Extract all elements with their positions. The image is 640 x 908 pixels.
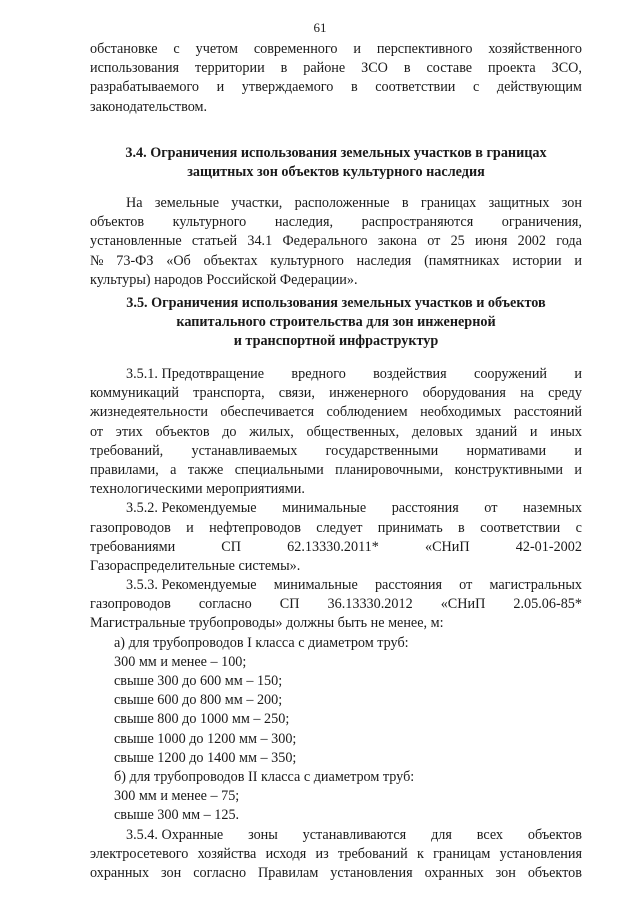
- word: культурного: [270, 252, 344, 269]
- word: соблюдением: [326, 404, 408, 421]
- word: среду: [548, 385, 582, 402]
- word: требований,: [90, 442, 164, 459]
- text-line: [90, 423, 582, 442]
- text-line: [90, 538, 582, 557]
- word: также: [187, 461, 224, 478]
- text-line: [90, 461, 582, 480]
- word: установления: [499, 845, 582, 862]
- word: и: [574, 461, 582, 478]
- word: в: [458, 519, 465, 536]
- word: этих: [115, 423, 143, 440]
- word: установления: [330, 864, 413, 881]
- word: следует: [316, 519, 363, 536]
- section-3-4-heading: [90, 144, 582, 182]
- text-line: [90, 213, 582, 232]
- word: соответствии: [480, 519, 561, 536]
- word: согласно: [193, 864, 247, 881]
- section-3-5-heading: [90, 294, 582, 352]
- word: и: [574, 442, 582, 459]
- word: объектов: [155, 423, 210, 440]
- word: ограничения,: [501, 214, 582, 231]
- text-line: культуры) народов Российской Федерации».: [90, 271, 358, 288]
- word: июня: [475, 233, 508, 250]
- word: необходимых: [420, 404, 502, 421]
- word: устанавливаются: [302, 826, 407, 843]
- word: современного: [253, 41, 338, 57]
- word: 3.5.3. Рекомендуемые: [126, 577, 257, 594]
- text-line: [90, 194, 582, 213]
- word: к: [416, 845, 424, 862]
- word: общественных,: [306, 423, 400, 440]
- section-3-5-body: [90, 365, 582, 883]
- word: специальными: [234, 461, 324, 478]
- word: (памятниках: [424, 252, 500, 269]
- word: жилых,: [249, 423, 294, 440]
- word: минимальные: [282, 500, 367, 517]
- word: коммуникаций: [90, 385, 179, 402]
- word: действующим: [496, 79, 582, 96]
- word: с: [473, 79, 480, 96]
- word: объектов: [90, 214, 145, 231]
- word: закона: [377, 233, 417, 250]
- word: Федерального: [282, 233, 368, 250]
- word: районе: [303, 60, 346, 77]
- word: №: [90, 252, 104, 269]
- word: статьей: [191, 233, 238, 250]
- word: соответствии: [375, 79, 456, 96]
- word: и: [574, 366, 582, 382]
- word: наземных: [522, 500, 582, 517]
- word: СП: [221, 538, 242, 555]
- word: согласно: [198, 596, 252, 613]
- text-line: [90, 442, 582, 461]
- word: в: [280, 60, 288, 77]
- word: жизнедеятельности: [90, 404, 208, 421]
- text-line: [90, 519, 582, 538]
- word: границам: [433, 845, 491, 862]
- word: требованиями: [90, 538, 176, 555]
- section-title-line: и транспортной инфраструктур: [233, 333, 439, 350]
- word: и: [186, 519, 194, 536]
- word: 3.5.4. Охранные: [126, 826, 224, 843]
- word: из: [315, 845, 329, 862]
- section-3-4-paragraph: [90, 194, 582, 290]
- section-title-line: 3.4. Ограничения использования земельных участков в границах: [125, 145, 547, 161]
- word: а: [170, 461, 177, 478]
- word: и: [216, 79, 225, 96]
- word: расстояния: [374, 577, 442, 594]
- word: всех: [476, 826, 504, 843]
- list-item: б) для трубопроводов II класса с диаметром труб:: [114, 768, 415, 785]
- word: от: [427, 233, 441, 250]
- word: от: [484, 500, 498, 517]
- list-item: свыше 300 мм – 125.: [114, 807, 240, 824]
- word: участки,: [231, 195, 283, 211]
- word: истории: [512, 252, 562, 269]
- word: 2.05.06-85*: [513, 596, 582, 613]
- text-line: [90, 576, 582, 595]
- text-line: Газораспределительные системы».: [90, 557, 301, 574]
- word: до: [222, 423, 237, 440]
- word: 34.1: [247, 233, 273, 250]
- word: территории: [195, 60, 265, 77]
- section-title-line: капитального строительства для зон инженерной: [176, 314, 496, 331]
- word: распространяются: [361, 214, 474, 231]
- word: принимать: [377, 519, 443, 536]
- word: государственными: [325, 442, 439, 459]
- word: ЗСО: [361, 60, 388, 77]
- word: культурного: [172, 214, 247, 231]
- word: транспорта,: [193, 385, 265, 402]
- word: земельные: [154, 195, 219, 211]
- word: установленные: [90, 233, 182, 250]
- word: утверждаемого: [241, 79, 334, 96]
- list-item: 300 мм и менее – 100;: [114, 653, 247, 670]
- text-line: [90, 845, 582, 864]
- word: и: [529, 423, 538, 440]
- word: 2002: [517, 233, 546, 250]
- text-line: [90, 595, 582, 614]
- word: охранных: [90, 864, 150, 881]
- word: вредного: [291, 366, 346, 382]
- list-item: свыше 1200 до 1400 мм – 350;: [114, 749, 297, 766]
- text-line: [90, 499, 582, 518]
- word: воздействия: [373, 366, 447, 382]
- word: границах: [420, 195, 477, 211]
- word: учетом: [195, 41, 238, 57]
- word: 3.5.2. Рекомендуемые: [126, 500, 257, 517]
- word: в: [350, 79, 358, 96]
- word: иных: [550, 423, 582, 440]
- word: «СНиП: [440, 596, 486, 613]
- word: На: [126, 195, 143, 211]
- word: и: [574, 252, 582, 269]
- word: требований: [338, 845, 408, 862]
- word: зон: [495, 864, 516, 881]
- word: объектов: [527, 864, 582, 881]
- word: газопроводов: [90, 596, 171, 613]
- word: от: [459, 577, 473, 594]
- text-line: [90, 78, 582, 97]
- word: с: [575, 519, 582, 536]
- word: устанавливаемых: [191, 442, 298, 459]
- list-item: 300 мм и менее – 75;: [114, 788, 240, 805]
- word: наследия: [356, 252, 412, 269]
- word: на: [520, 385, 534, 402]
- word: в: [401, 195, 409, 211]
- word: составе: [426, 60, 473, 77]
- word: хозяйства: [197, 845, 257, 862]
- word: газопроводов: [90, 519, 171, 536]
- word: Правилам: [258, 864, 319, 881]
- word: нефтепроводов: [209, 519, 301, 536]
- word: охранных: [424, 864, 484, 881]
- word: расстояний: [513, 404, 582, 421]
- word: зоны: [248, 826, 278, 843]
- word: оборудования: [422, 385, 506, 402]
- word: 3.5.1. Предотвращение: [126, 366, 265, 382]
- word: и: [353, 41, 361, 57]
- word: наследия,: [274, 214, 334, 231]
- list-item: а) для трубопроводов I класса с диаметром труб:: [114, 634, 409, 651]
- word: 25: [450, 233, 465, 250]
- word: обеспечивается: [220, 404, 314, 421]
- list-item: свыше 1000 до 1200 мм – 300;: [114, 730, 297, 747]
- word: года: [556, 233, 582, 250]
- word: 62.13330.2011*: [287, 538, 379, 555]
- text-line: [90, 252, 582, 271]
- word: сооружений: [474, 366, 548, 382]
- word: инженерного: [329, 385, 409, 402]
- word: 73-ФЗ: [116, 252, 154, 269]
- word: с: [173, 41, 180, 57]
- word: обстановке: [90, 41, 158, 57]
- section-title-line: защитных зон объектов культурного наследия: [187, 164, 485, 181]
- word: проекта: [488, 60, 536, 77]
- word: от: [90, 423, 104, 440]
- word: СП: [279, 596, 300, 613]
- text-line: [90, 232, 582, 251]
- word: использования: [90, 60, 180, 77]
- text-line: [90, 864, 582, 883]
- word: исходя: [265, 845, 307, 862]
- word: связи,: [278, 385, 315, 402]
- list-item: свыше 300 до 600 мм – 150;: [114, 673, 283, 689]
- word: разрабатываемого: [90, 79, 200, 96]
- word: хозяйственного: [488, 41, 582, 57]
- word: конструктивными: [454, 461, 563, 478]
- word: защитных: [488, 195, 550, 211]
- word: «СНиП: [424, 538, 470, 555]
- word: расстояния: [391, 500, 459, 517]
- word: минимальные: [273, 577, 358, 594]
- text-line: законодательством.: [90, 98, 208, 115]
- word: 36.13330.2012: [327, 596, 413, 613]
- word: зданий: [475, 423, 518, 440]
- word: электросетевого: [90, 845, 189, 862]
- text-line: [90, 384, 582, 403]
- list-item: свыше 800 до 1000 мм – 250;: [114, 711, 290, 728]
- text-line: [90, 826, 582, 845]
- section-title-line: 3.5. Ограничения использования земельных участков и объектов: [126, 295, 546, 311]
- text-line: [90, 59, 582, 78]
- word: деловых: [411, 423, 463, 440]
- word: нормативами: [466, 442, 547, 459]
- word: расположенные: [294, 195, 390, 211]
- word: планировочными,: [335, 461, 444, 478]
- page-number: 61: [313, 20, 327, 35]
- word: магистральных: [489, 577, 582, 594]
- word: зон: [561, 195, 582, 211]
- text-line: Магистральные трубопроводы» должны быть не менее, м:: [90, 615, 444, 632]
- word: объектов: [527, 826, 582, 843]
- text-line: технологическими мероприятиями.: [90, 481, 305, 498]
- word: перспективного: [376, 41, 473, 57]
- text-line: [90, 403, 582, 422]
- word: ЗСО,: [551, 60, 582, 77]
- word: зон: [161, 864, 182, 881]
- list-item: свыше 600 до 800 мм – 200;: [114, 692, 283, 709]
- word: «Об: [166, 252, 191, 269]
- word: 42-01-2002: [515, 538, 582, 555]
- text-line: [90, 365, 582, 384]
- word: правилами,: [90, 461, 159, 478]
- word: в: [403, 60, 411, 77]
- word: для: [431, 826, 452, 843]
- text-line: [90, 40, 582, 59]
- word: объектах: [203, 252, 258, 269]
- intro-paragraph: [90, 40, 582, 117]
